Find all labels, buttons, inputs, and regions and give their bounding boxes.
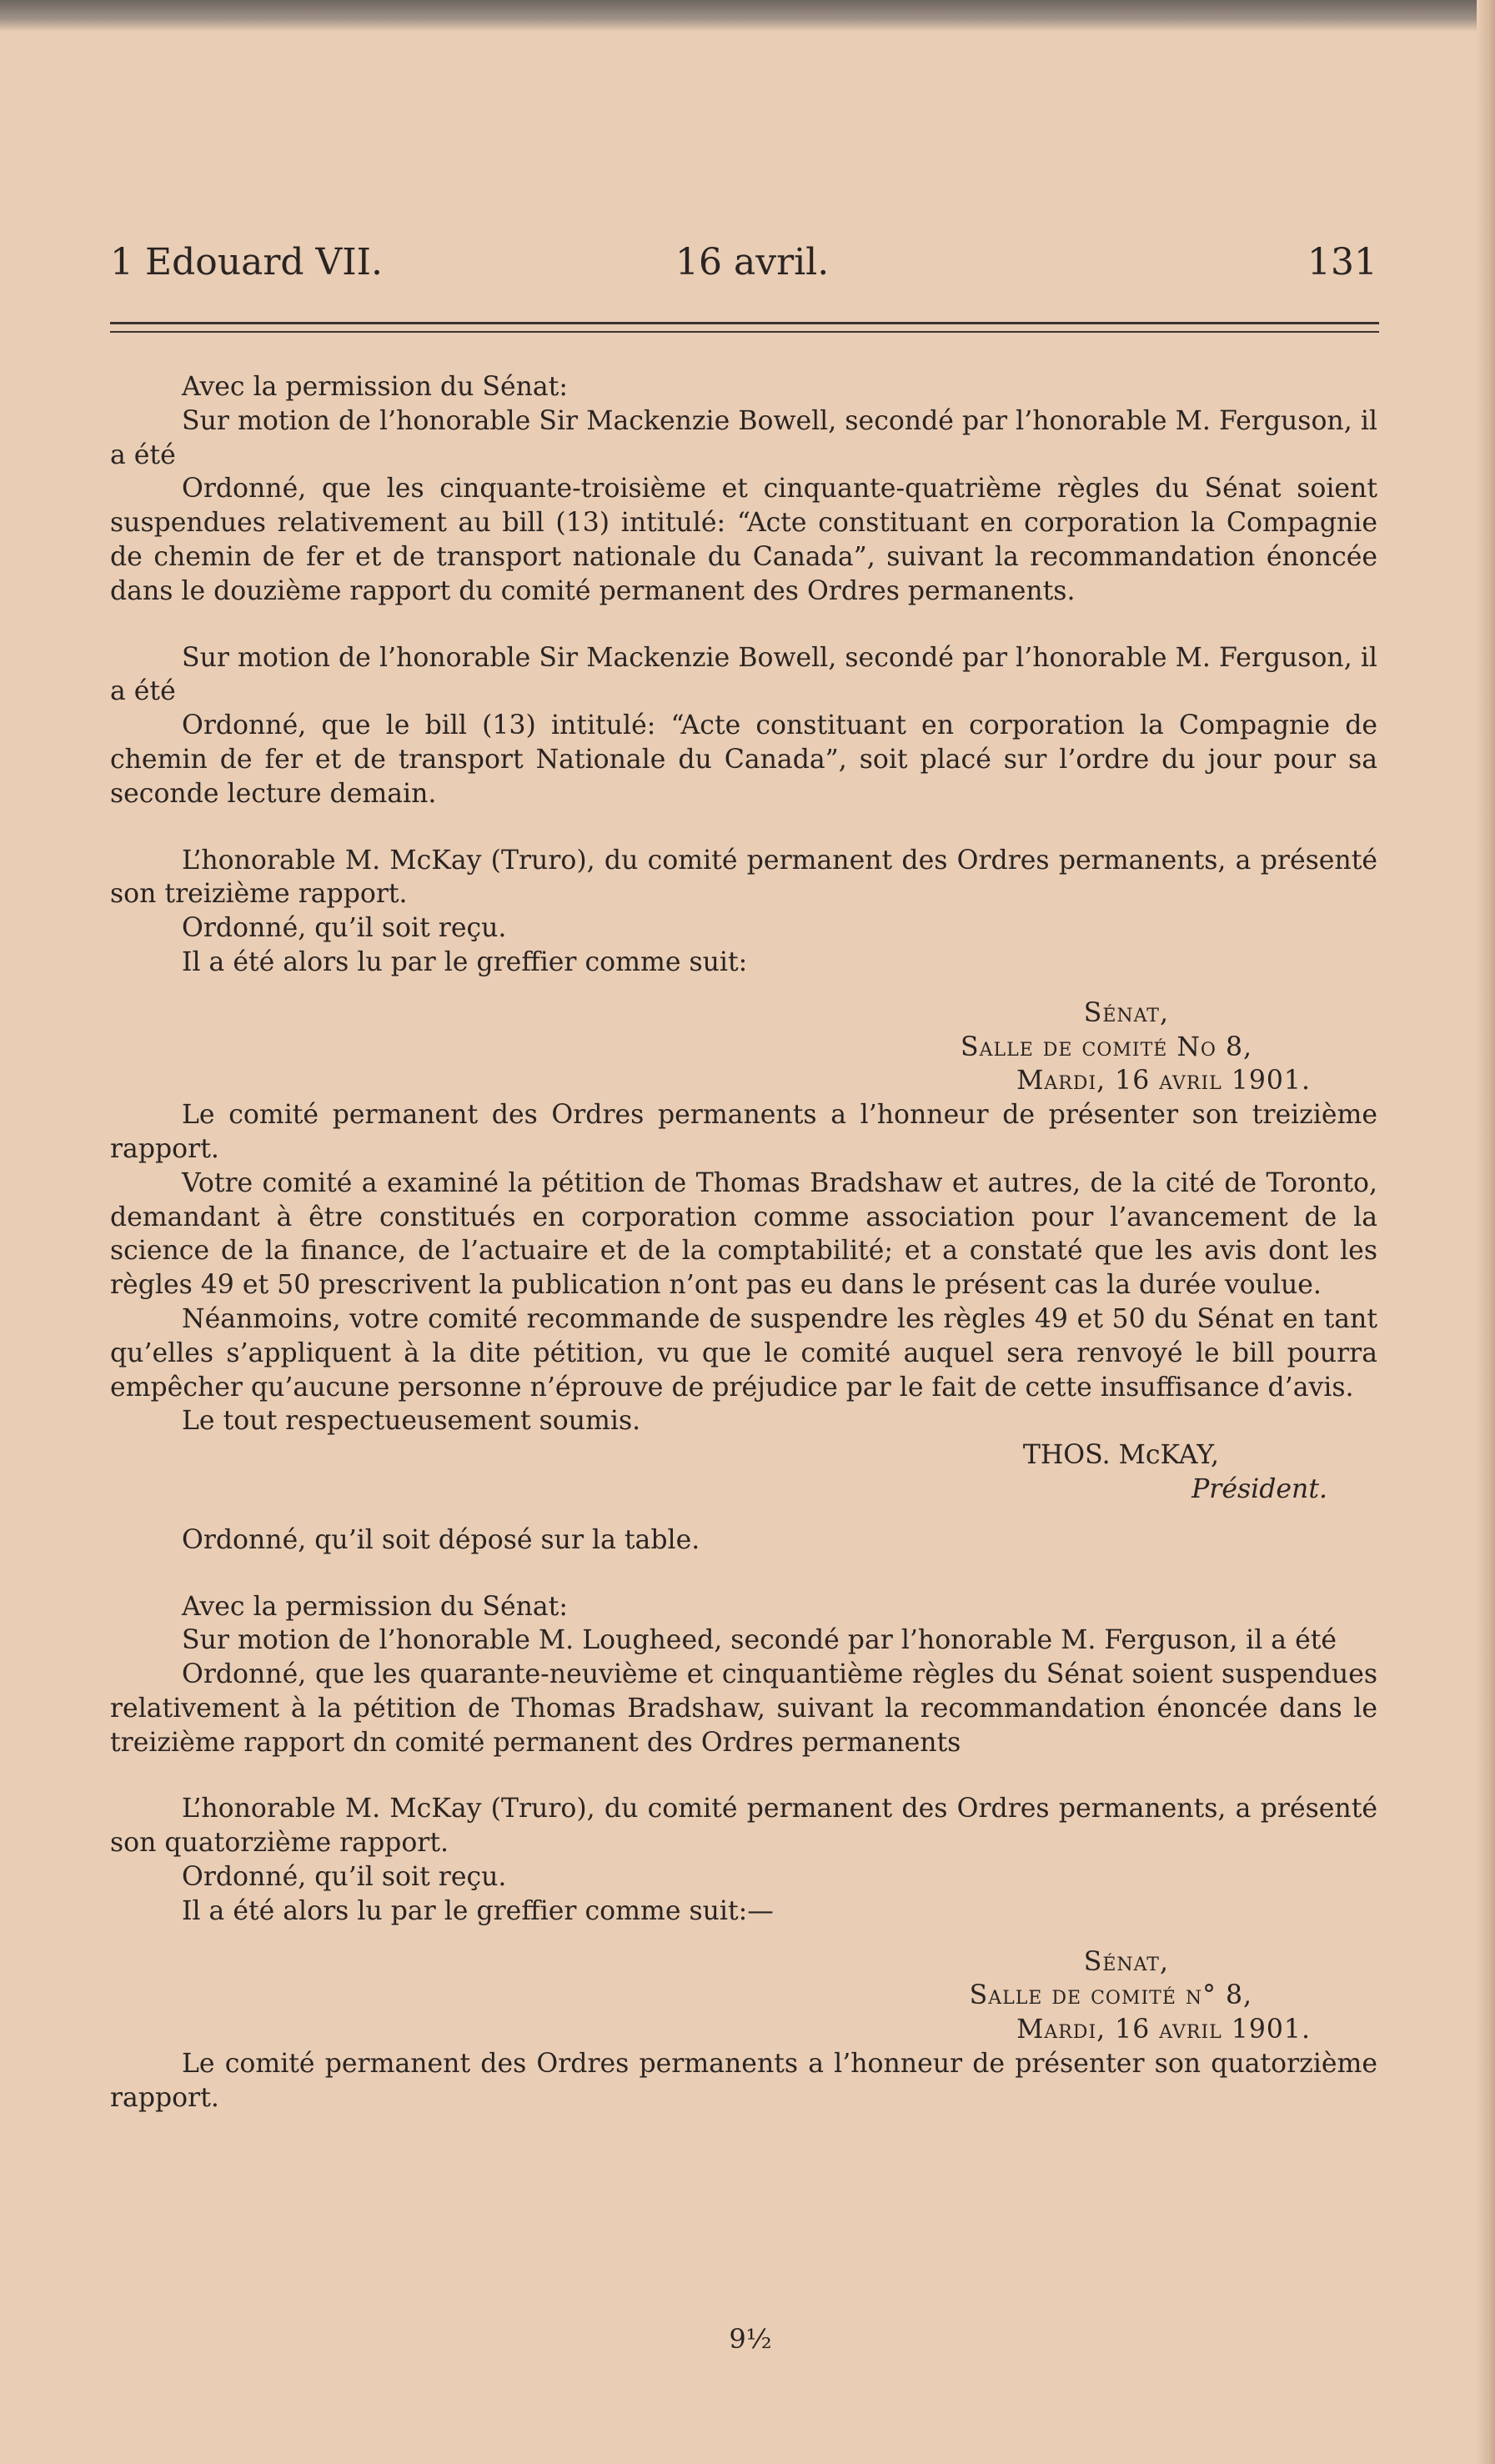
report-signature: THOS. McKAY, <box>1022 1440 1219 1471</box>
paragraph: Sur motion de l’honorable Sir Mackenzie Bowell, secondé par l’honorable M. Ferguson, il a été <box>110 642 1377 707</box>
paragraph: Ordonné, que le bill (13) intitulé: “Acte constituant en corporation la Compagnie de chemin de fer et de transport Nationale du Canada”, soit placé sur l’ordre du jour pour sa seconde lecture demain. <box>110 710 1377 809</box>
spacer <box>110 1558 1377 1590</box>
report-senat-heading: Sénat, <box>1083 997 1169 1028</box>
paragraph: Avec la permission du Sénat: <box>182 372 568 402</box>
paragraph: Ordonné, que les quarante-neuvième et cinquantième règles du Sénat soient suspendues relativement à la pétition de Thomas Bradshaw, suivant la recommandation énoncée dans le treizième rapport dn comité permanent des Ordres permanents <box>110 1659 1377 1758</box>
header-date: 16 avril. <box>675 241 830 284</box>
paragraph: Néanmoins, votre comité recommande de suspendre les règles 49 et 50 du Sénat en tant qu’elles s’appliquent à la dite pétition, vu que le comité auquel sera renvoyé le bill pourra empêcher qu’aucune personne n’éprouve de préjudice par le fait de cette insuffisance d’avis. <box>110 1303 1377 1403</box>
header-regnal-year: 1 Edouard VII. <box>110 241 384 284</box>
spacer <box>110 1759 1377 1792</box>
spacer <box>110 1929 1377 1945</box>
paragraph: Le tout respectueusement soumis. <box>182 1406 641 1437</box>
paragraph: L’honorable M. McKay (Truro), du comité permanent des Ordres permanents, a présenté son treizième rapport. <box>110 845 1377 910</box>
paragraph: Ordonné, que les cinquante-troisième et cinquante-quatrième règles du Sénat soient suspendues relativement au bill (13) intitulé: “Acte constituant en corporation la Compagnie de chemin de fer et de transport nationale du Canada”, suivant la recommandation énoncée dans le douzième rapport du comité permanent des Ordres permanents. <box>110 474 1377 606</box>
signature-mark: 9½ <box>729 2323 772 2355</box>
paragraph: Sur motion de l’honorable Sir Mackenzie Bowell, secondé par l’honorable M. Ferguson, il a été <box>110 405 1377 470</box>
report-date-heading: Mardi, 16 avril 1901. <box>1016 2015 1311 2045</box>
report-signature-title: Président. <box>1191 1473 1327 1504</box>
paragraph: Ordonné, qu’il soit déposé sur la table. <box>182 1524 700 1555</box>
paragraph: Ordonné, qu’il soit reçu. <box>182 913 507 944</box>
paragraph: Le comité permanent des Ordres permanents a l’honneur de présenter son treizième rapport. <box>110 1100 1377 1164</box>
paragraph: Il a été alors lu par le greffier comme suit:— <box>182 1895 774 1926</box>
paragraph: Le comité permanent des Ordres permanents a l’honneur de présenter son quatorzième rapport. <box>110 2049 1377 2113</box>
report-date-heading: Mardi, 16 avril 1901. <box>1016 1066 1311 1097</box>
report-senat-heading: Sénat, <box>1083 1946 1169 1977</box>
spacer <box>110 609 1377 641</box>
paragraph: Sur motion de l’honorable M. Lougheed, secondé par l’honorable M. Ferguson, il a été <box>182 1625 1337 1656</box>
spacer <box>110 811 1377 844</box>
header-rule-thin <box>110 331 1379 333</box>
paragraph: Ordonné, qu’il soit reçu. <box>182 1862 507 1893</box>
header-rule-thick <box>110 322 1379 324</box>
report-room-heading: Salle de comité No 8, <box>961 1031 1252 1062</box>
header-page-number: 131 <box>1307 241 1377 284</box>
paragraph: L’honorable M. McKay (Truro), du comité permanent des Ordres permanents, a présenté son quatorzième rapport. <box>110 1794 1377 1859</box>
report-room-heading: Salle de comité n° 8, <box>969 1980 1252 2011</box>
spacer <box>110 1507 1377 1523</box>
journal-body <box>110 370 1377 2115</box>
paragraph: Votre comité a examiné la pétition de Thomas Bradshaw et autres, de la cité de Toronto, demandant à être constitués en corporation comme association pour l’avancement de la science de la finance, de l’actuaire et de la comptabilité; et a constaté que les avis dont les règles 49 et 50 prescrivent la publication n’ont pas eu dans le présent cas la durée voulue. <box>110 1167 1377 1301</box>
paragraph: Avec la permission du Sénat: <box>182 1591 568 1622</box>
paragraph: Il a été alors lu par le greffier comme suit: <box>182 946 748 977</box>
spacer <box>110 980 1377 996</box>
running-header <box>110 238 1377 288</box>
